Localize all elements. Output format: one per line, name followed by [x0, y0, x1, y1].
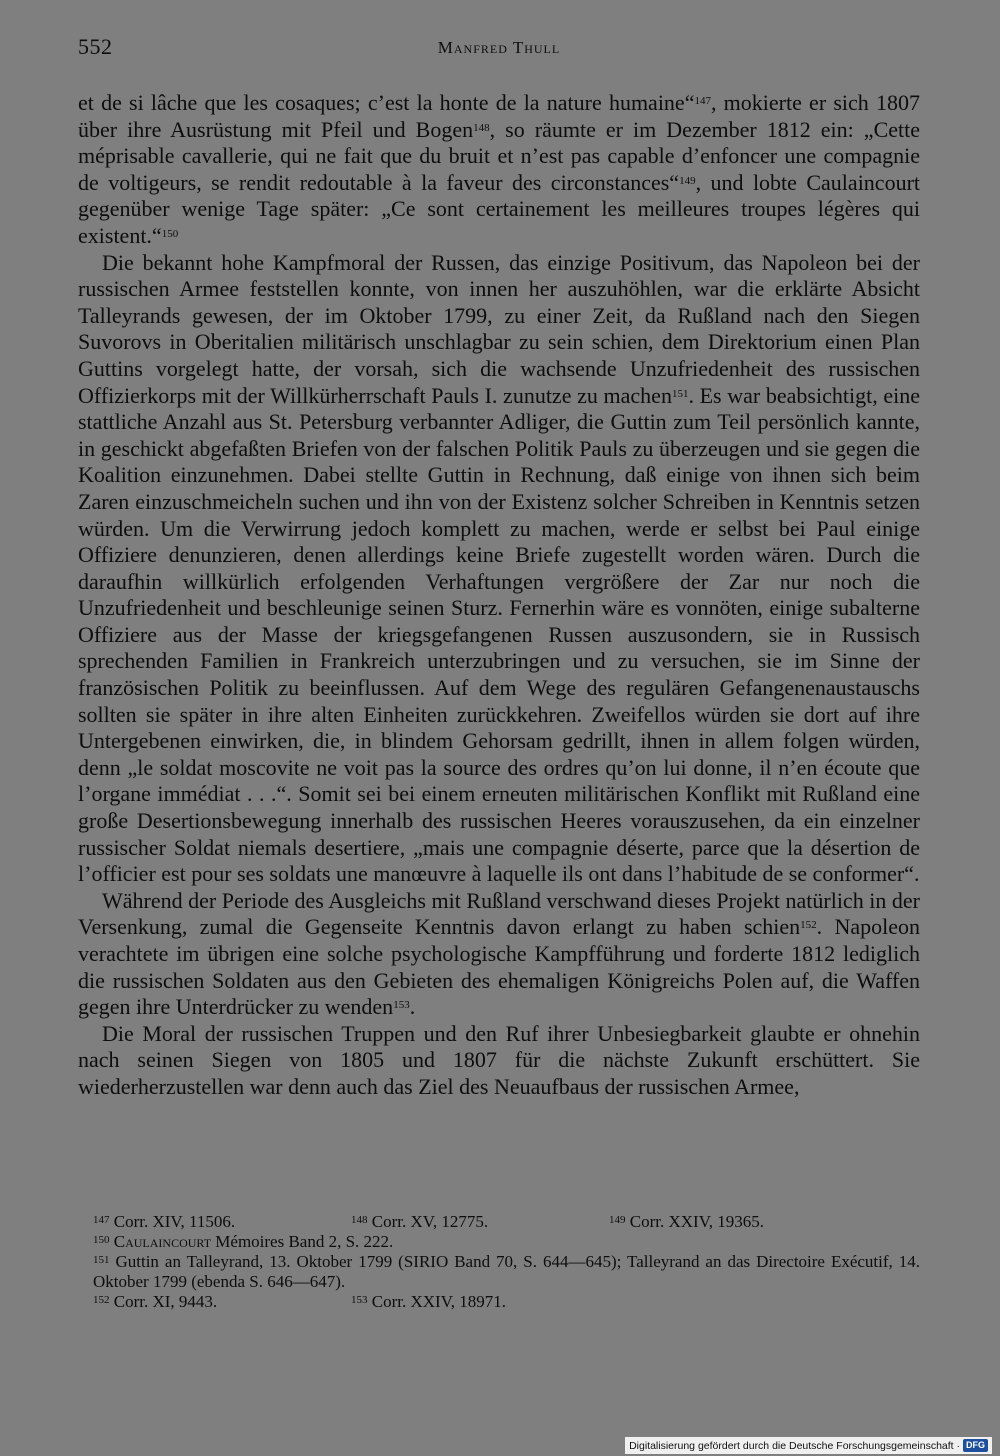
dfg-logo-icon: DFG	[963, 1439, 988, 1452]
paragraph-4	[78, 1021, 920, 1101]
footnote-text: Corr. XXIV, 19365.	[629, 1212, 765, 1231]
footnote-148	[351, 1212, 609, 1232]
footnotes	[78, 1212, 920, 1312]
footnote-number: 147	[93, 1214, 110, 1226]
page-number: 552	[78, 34, 113, 59]
footnote-number: 150	[93, 1234, 110, 1246]
footnote-152	[93, 1292, 351, 1312]
footnote-153	[351, 1292, 506, 1312]
text-run: Während der Periode des Ausgleichs mit Rußland verschwand dieses Projekt natürlich in der Versenkung, zumal die Gegenseite Kenntnis davon erlangt zu haben schien	[78, 887, 920, 940]
footnote-ref-153[interactable]: 153	[393, 999, 410, 1012]
footnote-151	[78, 1252, 920, 1292]
page-header	[78, 34, 920, 64]
footnote-text: Corr. XXIV, 18971.	[371, 1292, 507, 1311]
footnote-number: 152	[93, 1294, 110, 1306]
footnote-text: Corr. XV, 12775.	[371, 1212, 489, 1231]
footnote-149	[609, 1212, 764, 1232]
footnote-ref-151[interactable]: 151	[671, 387, 689, 400]
text-run: et de si lâche que les cosaques; c’est la honte de la nature humaine“	[78, 90, 695, 115]
text-run: . Napoleon verachtete im übrigen eine solche psychologische Kampfführung und forderte 1812 lediglich die russischen Soldaten aus den Gebieten des ehemaligen Königreichs Polen auf, die Waffen gegen ihre Unterdrücker zu wenden	[78, 914, 920, 1020]
footnote-ref-150[interactable]: 150	[161, 227, 179, 240]
footnote-author: Caulaincourt	[113, 1232, 212, 1251]
text-run: .	[409, 994, 416, 1020]
text-run: , so räumte er im Dezember 1812 ein: „Cette méprisable cavallerie, qui ne fait que du bruit et n’est pas capable d’enfoncer une compagnie de voltigeurs, se rendit redoutable à la faveur des circonstances“	[78, 116, 920, 195]
footnote-row	[78, 1212, 920, 1232]
footnote-text: Guttin an Talleyrand, 13. Oktober 1799 (SIRIO Band 70, S. 644—645); Talleyrand an das Directoire Exécutif, 14. Oktober 1799 (ebenda S. 646—647).	[93, 1252, 921, 1291]
credit-text: Digitalisierung gefördert durch die Deutsche Forschungsgemeinschaft ·	[629, 1439, 960, 1452]
footnote-ref-152[interactable]: 152	[800, 919, 817, 932]
footnote-ref-149[interactable]: 149	[679, 174, 696, 187]
text-run: . Es war beabsichtigt, eine stattliche Anzahl aus St. Petersburg verbannter Adliger, die Guttin zum Teil persönlich kannte, in geschickt abgefaßten Briefen von der falschen Politik Pauls zu überzeugen und sie gegen die Koalition einzunehmen. Dabei stellte Guttin in Rechnung, daß einige von ihnen sich beim Zaren einzuschmeicheln suchen und ihn von der Existenz solcher Schreiben in Kenntnis setzen würden. Um die Verwirrung jedoch komplett zu machen, werde er selbst bei Paul einige Offiziere denunzieren, denen allerdings keine Briefe zugestellt worden wären. Durch die daraufhin willkürlich erfolgenden Verhaftungen vergrößere der Zar nur noch die Unzufriedenheit und beschleunige seinen Sturz. Fernerhin wäre es vonnöten, einige subalterne Offiziere aus der Masse der kriegsgefangenen Russen auszusondern, sie in Russisch sprechenden Familien in Frankreich unterzubringen und zu versuchen, sie im Sinne der französischen Politik zu beeinflussen. Auf dem Wege des regulären Gefangenenaustauschs sollten sie später in ihre alten Einheiten zurückkehren. Zweifellos würden sie dort auf ihre Untergebenen einwirken, die, in blindem Gehorsam gedrillt, ihnen in allem folgen würden, denn „le soldat moscovite ne voit pas la source des ordres qu’on lui donne, il n’en écoute que l’organe immédiat . . .“. Somit sei bei einem erneuten militärischen Konflikt mit Rußland eine große Desertionsbewegung innerhalb des russischen Heeres vorauszusehen, da ein einzelner russischer Soldat niemals desertiere, „mais une compagnie déserte, parce que la désertion de l’officier est pour ses soldats une manœuvre à laquelle ils ont dans l’habitude de se conformer“.	[78, 382, 920, 887]
footnote-number: 148	[351, 1214, 368, 1226]
text-run: Die bekannt hohe Kampfmoral der Russen, das einzige Positivum, das Napoleon bei der russischen Armee feststellen konnte, von innen her auszuhöhlen, war die erklärte Absicht Talleyrands gewesen, der im Oktober 1799, zu einer Zeit, da Rußland nach den Siegen Suvorovs in Oberitalien militärisch unschlagbar zu sein schien, dem Direktorium einen Plan Guttins vorgelegt hatte, der vorsah, sich die wachsende Unzufriedenheit des russischen Offizierkorps mit der Willkürherrschaft Pauls I. zunutze zu machen	[78, 249, 920, 408]
text-run: , und lobte Caulaincourt gegenüber wenige Tage später: „Ce sont certainement les meilleures troupes légères qui existent.“	[78, 169, 921, 248]
body-text	[78, 90, 920, 1101]
text-run: Die Moral der russischen Truppen und den Ruf ihrer Unbesiegbarkeit glaubte er ohnehin nach seinen Siegen von 1805 und 1807 für die nächste Zukunft erschüttert. Sie wiederherzustellen war denn auch das Ziel des Neuaufbaus der russischen Armee,	[78, 1020, 920, 1099]
footnote-ref-148[interactable]: 148	[473, 121, 490, 134]
footnote-number: 149	[609, 1214, 626, 1226]
paragraph-3	[78, 888, 920, 1021]
footnote-text: Corr. XI, 9443.	[113, 1292, 218, 1311]
paragraph-2	[78, 250, 920, 888]
footnote-number: 153	[351, 1294, 368, 1306]
footnote-number: 151	[93, 1254, 110, 1266]
footnote-row	[78, 1292, 920, 1312]
running-head: Manfred Thull	[437, 38, 561, 57]
footnote-147	[93, 1212, 351, 1232]
digitization-credit	[625, 1437, 992, 1454]
footnote-text: Corr. XIV, 11506.	[113, 1212, 236, 1231]
footnote-150	[78, 1232, 920, 1252]
paragraph-1	[78, 90, 920, 250]
footnote-text: Mémoires Band 2, S. 222.	[211, 1232, 394, 1251]
text-run: , mokierte er sich 1807 über ihre Ausrüstung mit Pfeil und Bogen	[78, 90, 920, 142]
footnote-ref-147[interactable]: 147	[694, 95, 711, 107]
